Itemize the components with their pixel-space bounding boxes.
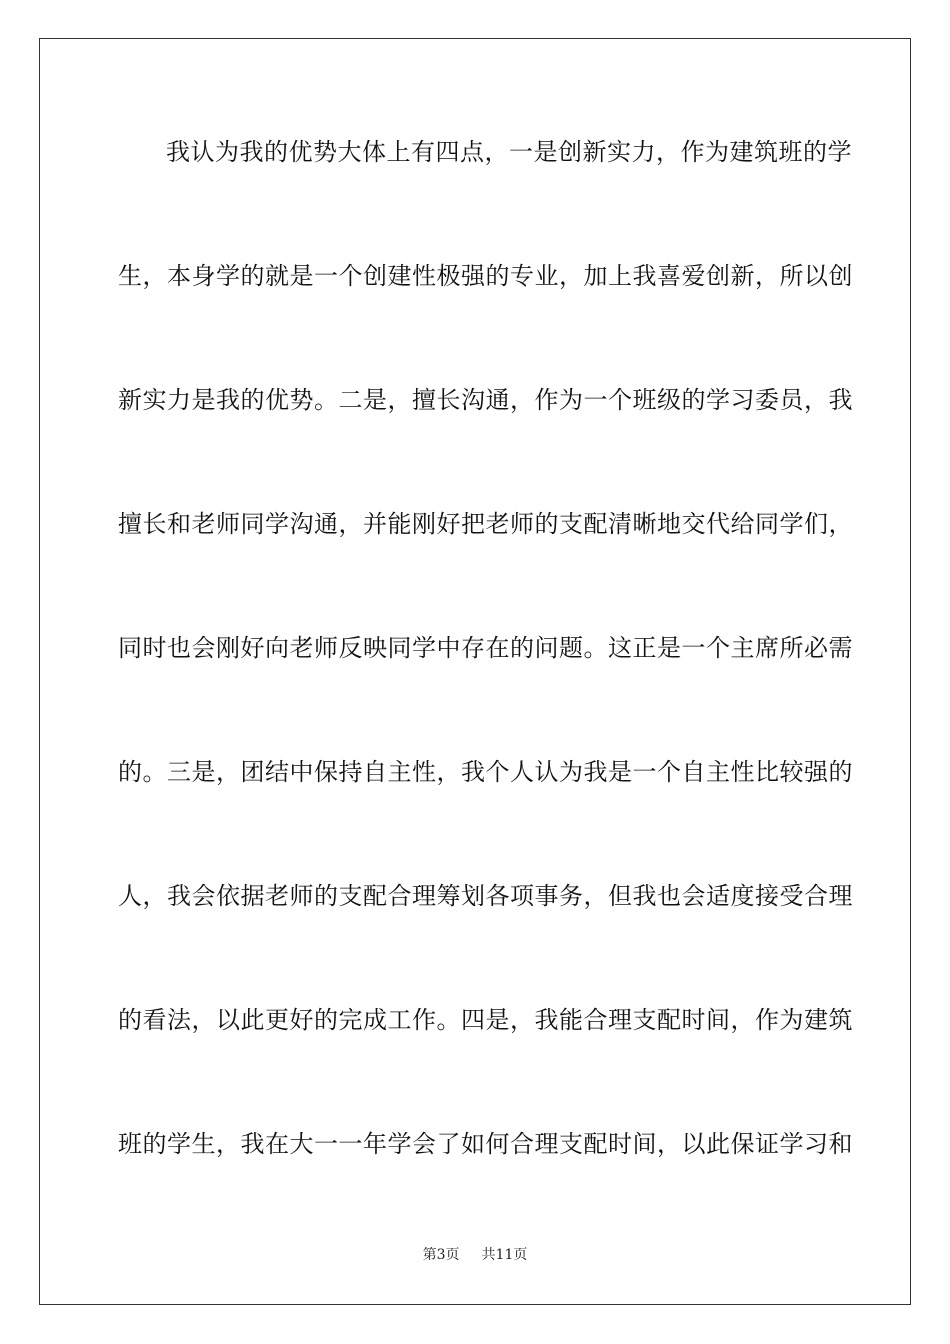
paragraph-line: 新实力是我的优势。二是，擅长沟通，作为一个班级的学习委员，我 <box>118 386 853 414</box>
paragraph-line: 的看法，以此更好的完成工作。四是，我能合理支配时间，作为建筑 <box>118 1006 853 1034</box>
page-footer <box>0 1245 950 1265</box>
paragraph-line: 生，本身学的就是一个创建性极强的专业，加上我喜爱创新，所以创 <box>118 262 853 290</box>
page-number-total: 共11页 <box>481 1247 528 1263</box>
document-body <box>118 128 853 1244</box>
paragraph-line: 擅长和老师同学沟通，并能刚好把老师的支配清晰地交代给同学们， <box>118 510 853 538</box>
paragraph-line: 我认为我的优势大体上有四点，一是创新实力，作为建筑班的学 <box>166 138 852 166</box>
paragraph-line: 班的学生，我在大一一年学会了如何合理支配时间，以此保证学习和 <box>118 1130 853 1158</box>
paragraph-line: 人，我会依据老师的支配合理筹划各项事务，但我也会适度接受合理 <box>118 882 853 910</box>
page-number-current: 第3页 <box>422 1247 460 1263</box>
paragraph-line: 的。三是，团结中保持自主性，我个人认为我是一个自主性比较强的 <box>118 758 853 786</box>
paragraph-line: 同时也会刚好向老师反映同学中存在的问题。这正是一个主席所必需 <box>118 634 853 662</box>
